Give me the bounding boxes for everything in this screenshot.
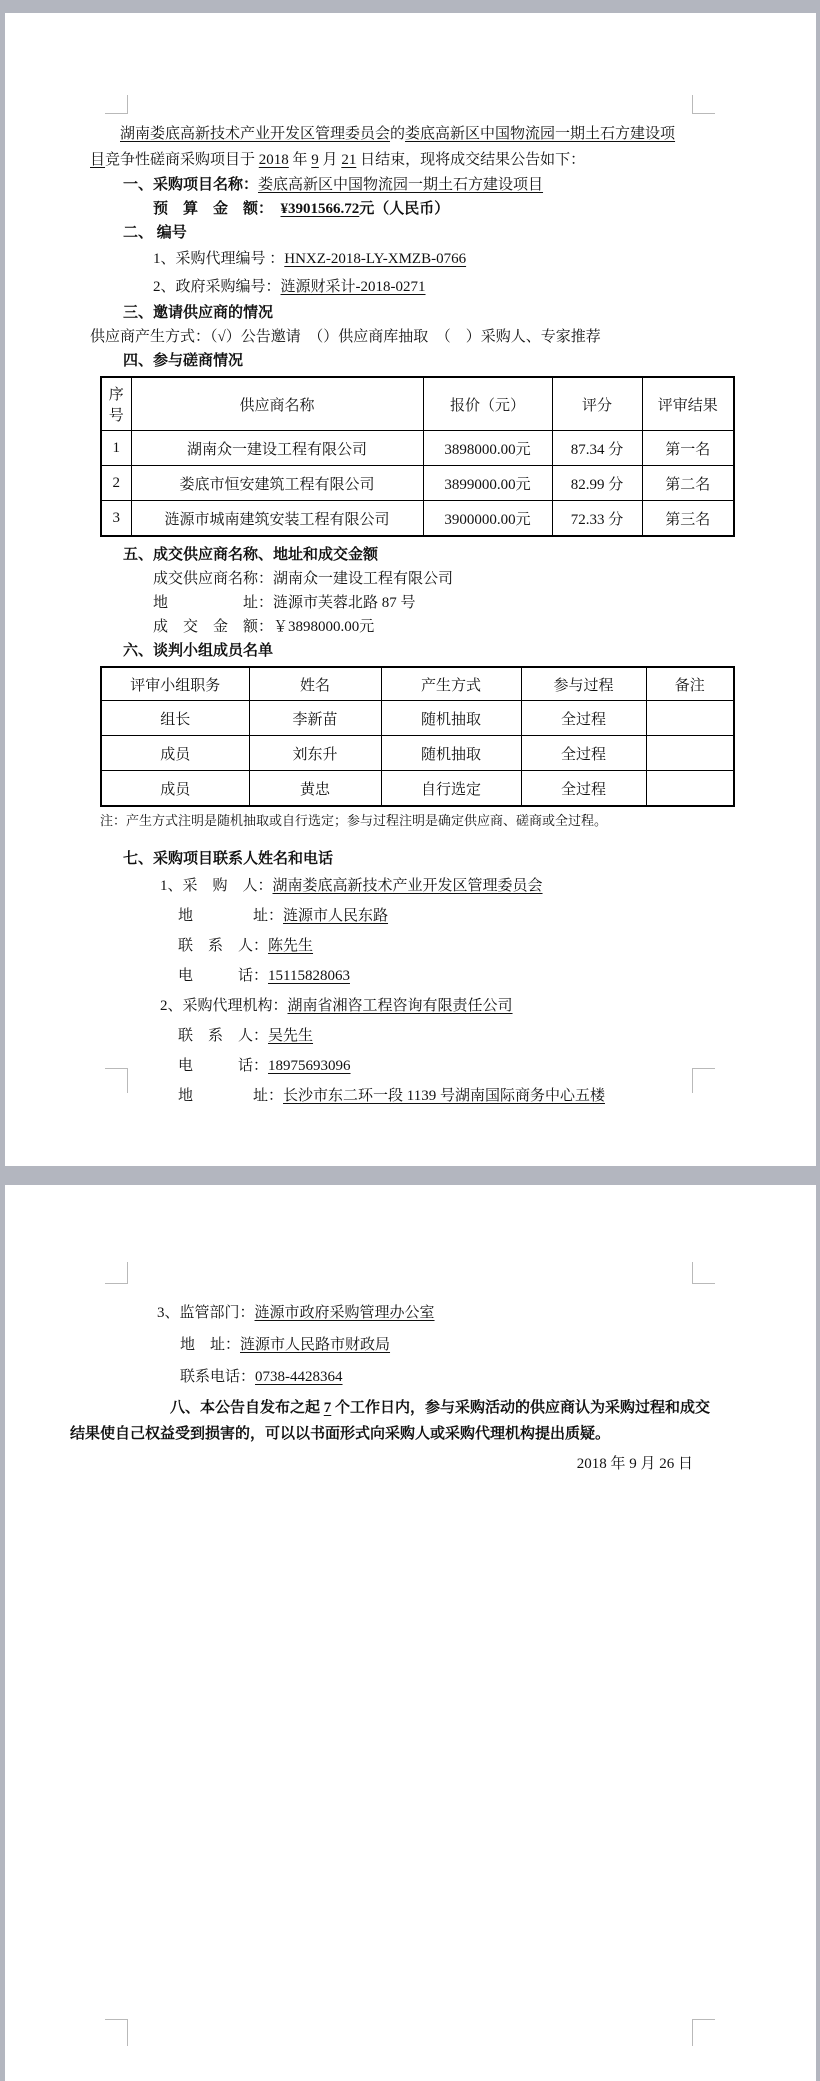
- agent-phone-value: 18975693096: [268, 1058, 351, 1074]
- cell: 全过程: [521, 701, 646, 736]
- section-6-heading: 六、谈判小组成员名单: [123, 643, 274, 659]
- gov-number-value: 涟源财采计-2018-0271: [280, 279, 426, 295]
- cell: 3898000.00元: [423, 431, 552, 466]
- section-2-heading: 二、 编号: [123, 225, 187, 241]
- section-8-text: 个工作日内，参与采购活动的供应商认为采购过程和成交: [331, 1400, 711, 1416]
- cell: 随机抽取: [381, 736, 521, 771]
- header-cell-name: 姓名: [249, 667, 381, 701]
- intro-paragraph: [90, 121, 718, 173]
- cell: 3899000.00元: [423, 466, 552, 501]
- text-boundary-mark: [692, 2019, 715, 2046]
- section-4-heading: 四、参与磋商情况: [123, 353, 244, 369]
- agent-contact-label: 联 系 人：: [178, 1028, 269, 1044]
- cell: 1: [101, 431, 131, 466]
- panel-member-row: [101, 701, 734, 736]
- bidder-row: [101, 431, 734, 466]
- text-boundary-mark: [692, 95, 715, 114]
- agent-address-label: 地 址：: [178, 1088, 284, 1104]
- cell: 全过程: [521, 771, 646, 807]
- header-cell-supplier: 供应商名称: [131, 377, 423, 431]
- document-page-1: [5, 13, 816, 1166]
- bidder-row: [101, 466, 734, 501]
- cell: 娄底市恒安建筑工程有限公司: [131, 466, 423, 501]
- buyer-line: [90, 871, 718, 901]
- section-7-heading: 七、采购项目联系人姓名和电话: [123, 851, 334, 867]
- text-boundary-mark: [105, 1262, 128, 1284]
- winner-address-label: 地 址：: [153, 595, 274, 611]
- intro-text: 日结束，现将成交结果公告如下：: [356, 152, 586, 168]
- cell: 组长: [101, 701, 249, 736]
- buyer-value: 湖南娄底高新技术产业开发区管理委员会: [272, 878, 543, 894]
- supervisor-address-line: [90, 1329, 718, 1361]
- cell: 成员: [101, 771, 249, 807]
- budget-amount: ¥3901566.72: [280, 201, 360, 217]
- header-cell-price: 报价（元）: [423, 377, 552, 431]
- panel-table: [100, 666, 735, 807]
- cell: 第三名: [642, 501, 734, 537]
- winner-address-line: [90, 591, 718, 615]
- section-1-label: 一、采购项目名称：: [123, 177, 259, 193]
- header-cell-index: 序号: [101, 377, 131, 431]
- cell: 82.99 分: [552, 466, 642, 501]
- supervisor-line: [90, 1297, 718, 1329]
- header-cell-process: 参与过程: [521, 667, 646, 701]
- winner-name-label: 成交供应商名称：: [153, 571, 274, 587]
- buyer-phone-label: 电 话：: [178, 968, 269, 984]
- text-boundary-mark: [105, 1068, 128, 1093]
- text-boundary-mark: [105, 95, 128, 114]
- date-line: 2018 年 9 月 26 日: [576, 1456, 693, 1472]
- cell: 黄忠: [249, 771, 381, 807]
- project-name: 娄底高新区中国物流园一期土石方建设项: [405, 126, 676, 142]
- supervisor-value: 涟源市政府采购管理办公室: [254, 1305, 435, 1321]
- cell: 3900000.00元: [423, 501, 552, 537]
- section-5-heading: 五、成交供应商名称、地址和成交金额: [123, 547, 379, 563]
- header-cell-score: 评分: [552, 377, 642, 431]
- section-3-heading: 三、邀请供应商的情况: [123, 305, 274, 321]
- supervisor-label: 3、监管部门：: [157, 1305, 255, 1321]
- winner-name-value: 湖南众一建设工程有限公司: [273, 571, 454, 587]
- cell: [646, 701, 734, 736]
- buyer-contact-line: [90, 931, 718, 961]
- agent-address-line: [90, 1081, 718, 1111]
- buyer-label: 1、采 购 人：: [160, 878, 273, 894]
- cell: 全过程: [521, 736, 646, 771]
- agent-contact-line: [90, 1021, 718, 1051]
- gov-number-line: [90, 273, 718, 301]
- text-boundary-mark: [692, 1068, 715, 1093]
- bidders-table-header-row: [101, 377, 734, 431]
- winner-amount-line: [90, 615, 718, 639]
- cell: [646, 736, 734, 771]
- end-month: 9: [311, 152, 319, 168]
- document-page-2: [5, 1185, 816, 2081]
- header-cell-remark: 备注: [646, 667, 734, 701]
- project-name-cont: 目: [90, 152, 106, 168]
- cell: 72.33 分: [552, 501, 642, 537]
- agent-address-value: 长沙市东二环一段 1139 号湖南国际商务中心五楼: [283, 1088, 605, 1104]
- agency-number-label: 1、采购代理编号 ：: [153, 251, 285, 267]
- supervisor-phone-value: 0738-4428364: [255, 1369, 343, 1385]
- section-8-days: 7: [323, 1400, 332, 1416]
- cell: 涟源市城南建筑安装工程有限公司: [131, 501, 423, 537]
- cell: 2: [101, 466, 131, 501]
- intro-text: 年: [288, 152, 312, 168]
- agent-contact-value: 吴先生: [268, 1028, 314, 1044]
- org-name: 湖南娄底高新技术产业开发区管理委员会: [120, 126, 391, 142]
- cell: 自行选定: [381, 771, 521, 807]
- section-8-text: 结果使自己权益受到损害的，可以以书面形式向采购人或采购代理机构提出质疑。: [70, 1426, 611, 1442]
- cell: 李新苗: [249, 701, 381, 736]
- budget-line: [90, 197, 718, 221]
- end-year: 2018: [258, 152, 289, 168]
- cell: 第二名: [642, 466, 734, 501]
- supervisor-phone-line: [90, 1361, 718, 1393]
- buyer-phone-value: 15115828063: [268, 968, 350, 984]
- section-8-text: 八、本公告自发布之起: [170, 1400, 324, 1416]
- buyer-contact-label: 联 系 人：: [178, 938, 269, 954]
- agent-label: 2、采购代理机构：: [160, 998, 288, 1014]
- supervisor-address-value: 涟源市人民路市财政局: [240, 1337, 391, 1353]
- agent-line: [90, 991, 718, 1021]
- intro-text: 的: [390, 126, 406, 142]
- winner-address-value: 涟源市芙蓉北路 87 号: [273, 595, 416, 611]
- header-cell-result: 评审结果: [642, 377, 734, 431]
- header-cell-role: 评审小组职务: [101, 667, 249, 701]
- supplier-source-line: 供应商产生方式：（√）公告邀请 （）供应商库抽取 （ ）采购人、专家推荐: [90, 329, 601, 345]
- text-boundary-mark: [692, 1262, 715, 1284]
- table-note: 注：产生方式注明是随机抽取或自行选定；参与过程注明是确定供应商、磋商或全过程。: [100, 813, 608, 828]
- buyer-address-value: 涟源市人民东路: [283, 908, 389, 924]
- supervisor-phone-label: 联系电话：: [180, 1369, 256, 1385]
- supervisor-address-label: 地 址：: [180, 1337, 241, 1353]
- cell: 刘东升: [249, 736, 381, 771]
- budget-label: 预 算 金 额：: [153, 201, 281, 217]
- agent-value: 湖南省湘咨工程咨询有限责任公司: [287, 998, 513, 1014]
- buyer-contact-value: 陈先生: [268, 938, 314, 954]
- gov-number-label: 2、政府采购编号：: [153, 279, 281, 295]
- section-1-heading: [90, 173, 718, 197]
- buyer-address-label: 地 址：: [178, 908, 284, 924]
- intro-text: 月: [318, 152, 342, 168]
- cell: 第一名: [642, 431, 734, 466]
- cell: 成员: [101, 736, 249, 771]
- text-boundary-mark: [105, 2019, 128, 2046]
- bidder-row: [101, 501, 734, 537]
- cell: 随机抽取: [381, 701, 521, 736]
- panel-table-header-row: [101, 667, 734, 701]
- cell: 3: [101, 501, 131, 537]
- buyer-phone-line: [90, 961, 718, 991]
- buyer-address-line: [90, 901, 718, 931]
- intro-text: 竞争性磋商采购项目于: [105, 152, 259, 168]
- agency-number-line: [90, 245, 718, 273]
- budget-suffix: 元（人民币）: [359, 201, 450, 217]
- header-cell-method: 产生方式: [381, 667, 521, 701]
- cell: [646, 771, 734, 807]
- agency-number-value: HNXZ-2018-LY-XMZB-0766: [284, 251, 467, 267]
- panel-member-row: [101, 771, 734, 807]
- project-name-value: 娄底高新区中国物流园一期土石方建设项目: [258, 177, 544, 193]
- agent-phone-label: 电 话：: [178, 1058, 269, 1074]
- winner-name-line: [90, 567, 718, 591]
- cell: 87.34 分: [552, 431, 642, 466]
- end-day: 21: [341, 152, 357, 168]
- panel-member-row: [101, 736, 734, 771]
- cell: 湖南众一建设工程有限公司: [131, 431, 423, 466]
- bidders-table: [100, 376, 735, 537]
- agent-phone-line: [90, 1051, 718, 1081]
- section-8-paragraph: [70, 1395, 763, 1447]
- winner-amount-label: 成 交 金 额：: [153, 619, 274, 635]
- winner-amount-value: ￥3898000.00元: [273, 619, 375, 635]
